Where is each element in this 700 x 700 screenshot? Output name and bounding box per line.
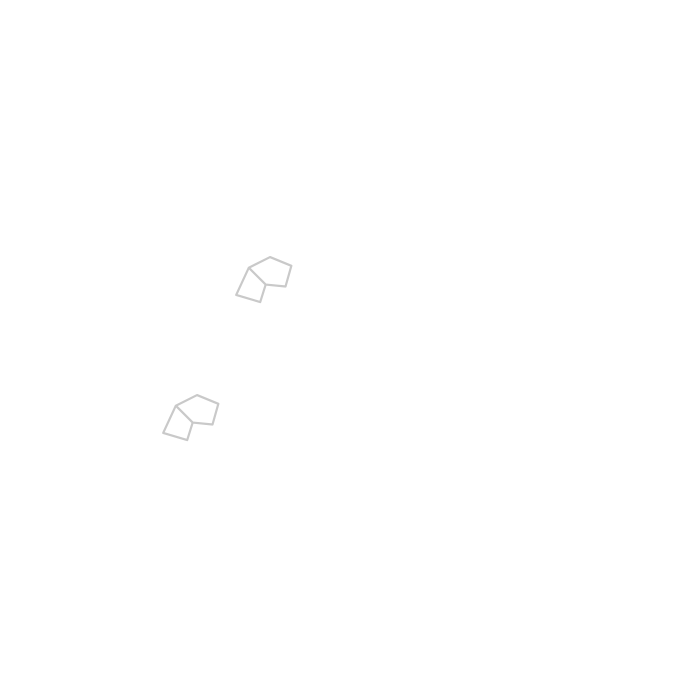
watermark-top bbox=[230, 253, 297, 307]
metall-profil-logo-icon bbox=[157, 391, 224, 445]
metall-profil-logo-icon bbox=[230, 253, 297, 307]
watermark-middle bbox=[157, 391, 224, 445]
